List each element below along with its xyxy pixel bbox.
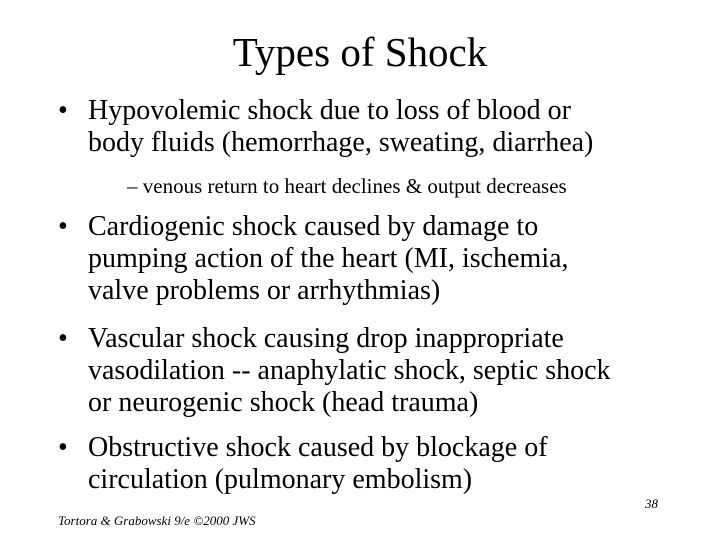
bullet-line: Obstructive shock caused by blockage of (88, 432, 548, 463)
bullet-marker: • (58, 95, 68, 126)
bullet-marker: • (58, 323, 68, 354)
bullet-line: body fluids (hemorrhage, sweating, diarrhea) (88, 127, 594, 158)
bullet-hypovolemic (58, 95, 698, 159)
bullet-line: vasodilation -- anaphylatic shock, septic shock (88, 355, 611, 386)
bullet-line: Vascular shock causing drop inappropriate (88, 323, 564, 354)
bullet-line: valve problems or arrhythmias) (88, 275, 441, 306)
bullet-obstructive (58, 432, 698, 496)
bullet-vascular (58, 323, 698, 419)
bullet-marker: • (58, 211, 68, 242)
page-number: 38 (645, 496, 658, 511)
bullet-marker: • (58, 432, 68, 463)
bullet-line: pumping action of the heart (MI, ischemia, (88, 243, 569, 274)
bullet-cardiogenic (58, 211, 698, 307)
footer-citation: Tortora & Grabowski 9/e ©2000 JWS (58, 513, 256, 528)
bullet-line: Cardiogenic shock caused by damage to (88, 211, 539, 242)
bullet-line: circulation (pulmonary embolism) (88, 464, 473, 495)
bullet-line: or neurogenic shock (head trauma) (88, 387, 479, 418)
sub-bullet-venous-return: – venous return to heart declines & output decreases (127, 174, 567, 198)
slide-title: Types of Shock (232, 29, 488, 75)
bullet-line: Hypovolemic shock due to loss of blood or (88, 95, 571, 126)
